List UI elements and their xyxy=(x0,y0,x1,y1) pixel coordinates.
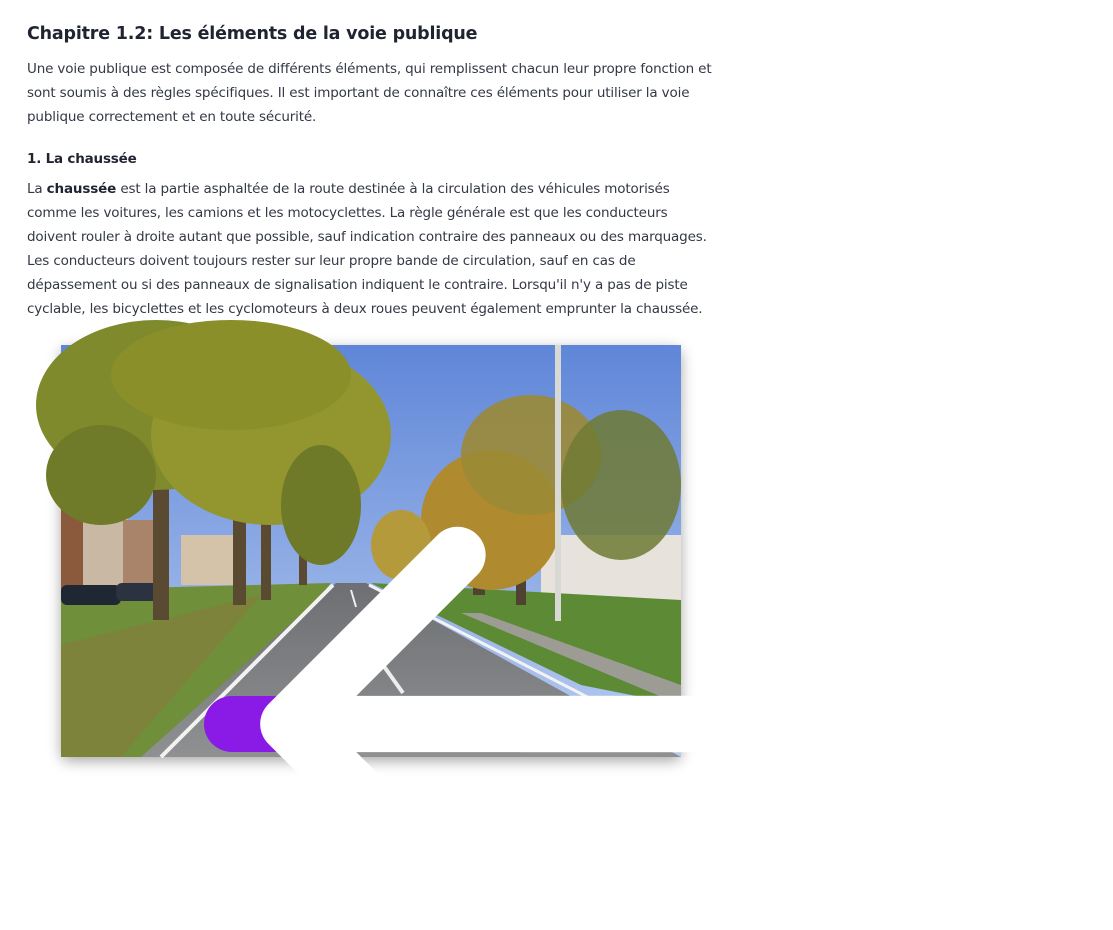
chapter-content xyxy=(27,22,717,317)
section-paragraph xyxy=(27,177,719,321)
next-label: Suivant xyxy=(426,716,484,732)
section-heading: 1. La chaussée xyxy=(27,151,137,167)
intro-line: publique correctement et en toute sécurité. xyxy=(27,109,317,125)
slider-navigation xyxy=(204,696,939,752)
para-line: est la partie asphaltée de la route destinée à la circulation des véhicules motorisés xyxy=(116,181,670,197)
para-line: comme les voitures, les camions et les motocyclettes. La règle générale est que les conducteurs xyxy=(27,205,668,221)
arrow-right-icon xyxy=(493,518,1113,930)
para-line: doivent rouler à droite autant que possible, sauf indication contraire des panneaux ou des marquages. xyxy=(27,229,707,245)
image-slider xyxy=(61,345,939,757)
chapter-intro xyxy=(27,57,717,129)
intro-line: sont soumis à des règles spécifiques. Il est important de connaître ces éléments pour utiliser la voie xyxy=(27,85,690,101)
para-line: Les conducteurs doivent toujours rester sur leur propre bande de circulation, sauf en cas de xyxy=(27,253,636,269)
next-button[interactable] xyxy=(426,518,1113,930)
para-line: cyclable, les bicyclettes et les cyclomoteurs à deux roues peuvent également emprunter la chaussée. xyxy=(27,301,703,317)
intro-line: Une voie publique est composée de différents éléments, qui remplissent chacun leur propre fonction et xyxy=(27,61,712,77)
chapter-title: Chapitre 1.2: Les éléments de la voie publique xyxy=(27,24,478,44)
previous-label: Précédent xyxy=(861,716,939,732)
slide-counter: 2 / 6 xyxy=(370,708,392,740)
para-line: dépassement ou si des panneaux de signalisation indiquent le contraire. Lorsqu'il n'y a pas de piste xyxy=(27,277,688,293)
para-bold-term: chaussée xyxy=(46,181,117,197)
para-prefix: La xyxy=(27,181,47,197)
